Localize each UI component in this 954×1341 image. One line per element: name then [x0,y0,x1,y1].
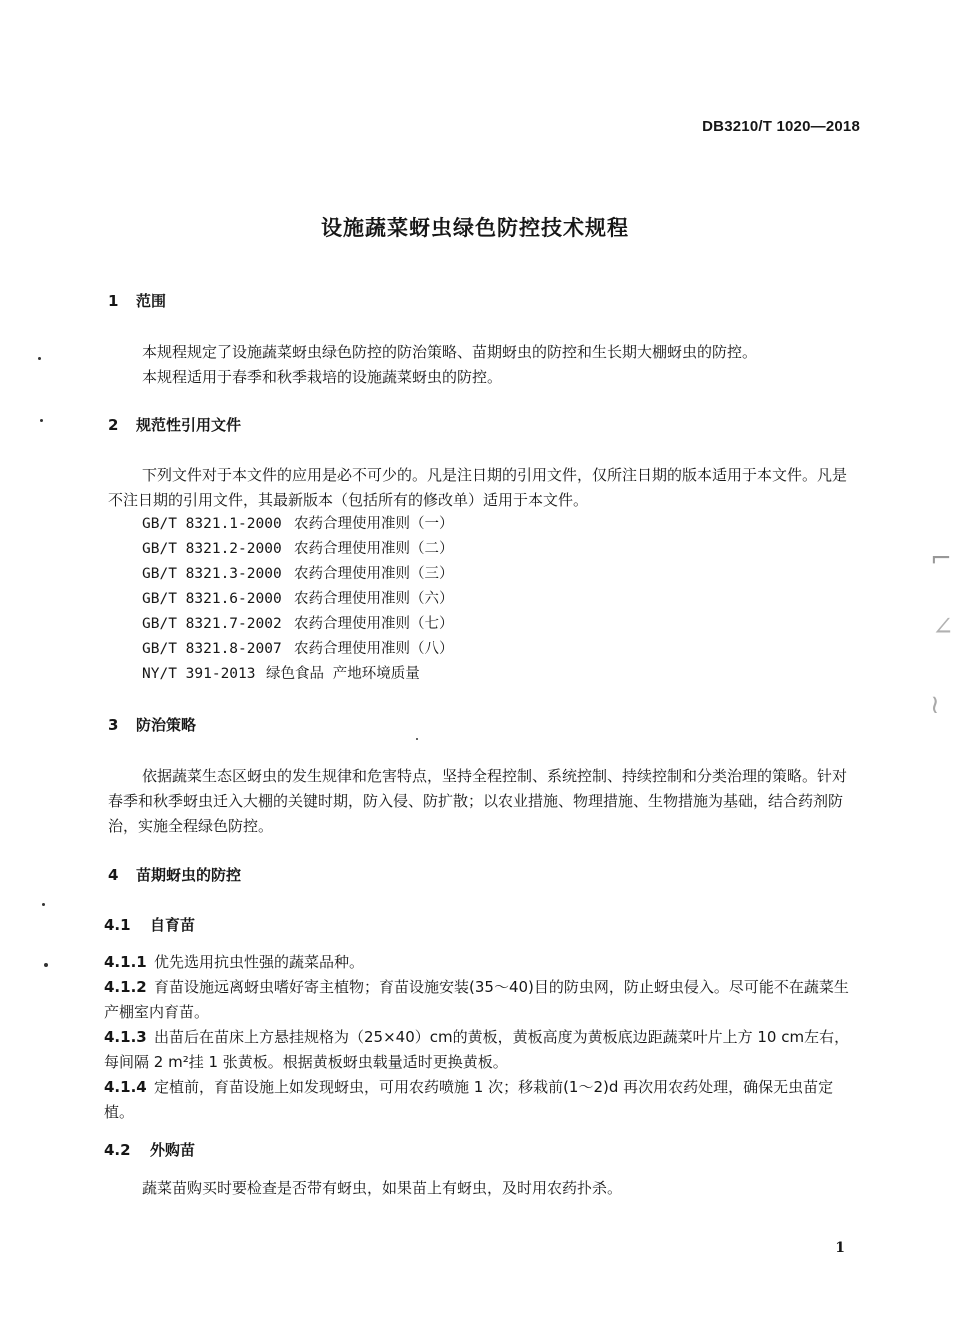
clause-4-1-3 [104,1025,860,1075]
reference-code: GB/T 8321.7-2002 [142,616,282,632]
reference-title: 农药合理使用准则（二） [294,541,454,557]
reference-title: 农药合理使用准则（八） [294,641,454,657]
section-title: 防治策略 [136,716,197,734]
subsection-title: 自育苗 [150,916,196,934]
reference-title: 农药合理使用准则（三） [294,566,454,582]
subsection-4-1-heading [104,914,195,935]
section-3-heading [108,714,196,735]
clause-number: 4.1.3 [104,1028,147,1046]
standard-code: DB3210/T 1020—2018 [702,118,860,135]
clause-number: 4.1.2 [104,978,147,996]
bleed-through-mark: ⌐ [930,544,952,574]
paragraph: 本规程规定了设施蔬菜蚜虫绿色防控的防治策略、苗期蚜虫的防控和生长期大棚蚜虫的防控。 [142,343,758,361]
subsection-number: 4.2 [104,1141,131,1159]
reference-entry [142,512,454,537]
document-title: 设施蔬菜蚜虫绿色防控技术规程 [321,216,629,240]
section-title: 苗期蚜虫的防控 [136,866,242,884]
paragraph: 下列文件对于本文件的应用是必不可少的。凡是注日期的引用文件，仅所注日期的版本适用于本文件。凡是不注日期的引用文件，其最新版本（包括所有的修改单）适用于本文件。 [108,466,848,509]
reference-title: 绿色食品 产地环境质量 [266,666,420,682]
clause-text: 育苗设施远离蚜虫嗜好寄主植物；育苗设施安装(35～40)目的防虫网，防止蚜虫侵入。尽可能不在蔬菜生产棚室内育苗。 [104,978,849,1021]
reference-entry [142,562,454,587]
clause-4-1-2 [104,975,860,1025]
subsection-4-2-heading [104,1139,195,1160]
reference-entry [142,537,454,562]
reference-entry [142,662,420,687]
bleed-through-mark: ∠ [932,612,954,642]
paragraph: 蔬菜苗购买时要检查是否带有蚜虫，如果苗上有蚜虫，及时用农药扑杀。 [142,1179,623,1197]
section-title: 范围 [136,292,167,310]
section-title: 规范性引用文件 [136,416,242,434]
reference-title: 农药合理使用准则（七） [294,616,454,632]
section-number: 2 [108,416,119,434]
page-number: 1 [835,1240,845,1256]
reference-code: GB/T 8321.3-2000 [142,566,282,582]
section-2-heading [108,414,241,435]
clause-number: 4.1.1 [104,953,147,971]
scan-speck [40,419,43,422]
clause-text: 优先选用抗虫性强的蔬菜品种。 [154,953,365,971]
scan-speck [44,963,48,967]
section-number: 1 [108,292,119,310]
reference-title: 农药合理使用准则（六） [294,591,454,607]
reference-code: NY/T 391-2013 [142,666,256,682]
clause-text: 定植前，育苗设施上如发现蚜虫，可用农药喷施 1 次；移栽前(1～2)d 再次用农药处理，确保无虫苗定植。 [104,1078,834,1121]
reference-entry [142,587,454,612]
scan-speck [416,738,418,740]
clause-number: 4.1.4 [104,1078,147,1096]
reference-entry [142,612,454,637]
subsection-number: 4.1 [104,916,131,934]
reference-code: GB/T 8321.2-2000 [142,541,282,557]
paragraph: 本规程适用于春季和秋季栽培的设施蔬菜蚜虫的防控。 [142,368,503,386]
reference-code: GB/T 8321.8-2007 [142,641,282,657]
section-4-heading [108,864,241,885]
section-number: 4 [108,866,119,884]
scan-speck [42,903,45,906]
reference-code: GB/T 8321.6-2000 [142,591,282,607]
reference-code: GB/T 8321.1-2000 [142,516,282,532]
section-1-heading [108,290,166,311]
section-number: 3 [108,716,119,734]
subsection-title: 外购苗 [150,1141,196,1159]
scan-speck [38,357,41,360]
bleed-through-mark: ≀ [930,690,940,720]
clause-4-1-4 [104,1075,860,1125]
clause-4-1-1 [104,950,860,975]
reference-entry [142,637,454,662]
paragraph: 依据蔬菜生态区蚜虫的发生规律和危害特点，坚持全程控制、系统控制、持续控制和分类治理的策略。针对春季和秋季蚜虫迁入大棚的关键时期，防入侵、防扩散；以农业措施、物理措施、生物措施为基础，结合药剂防治，实施全程绿色防控。 [108,767,848,835]
clause-text: 出苗后在苗床上方悬挂规格为（25×40）cm的黄板，黄板高度为黄板底边距蔬菜叶片上方 10 cm左右，每间隔 2 m²挂 1 张黄板。根据黄板蚜虫载量适时更换黄板。 [104,1028,850,1071]
reference-title: 农药合理使用准则（一） [294,516,454,532]
